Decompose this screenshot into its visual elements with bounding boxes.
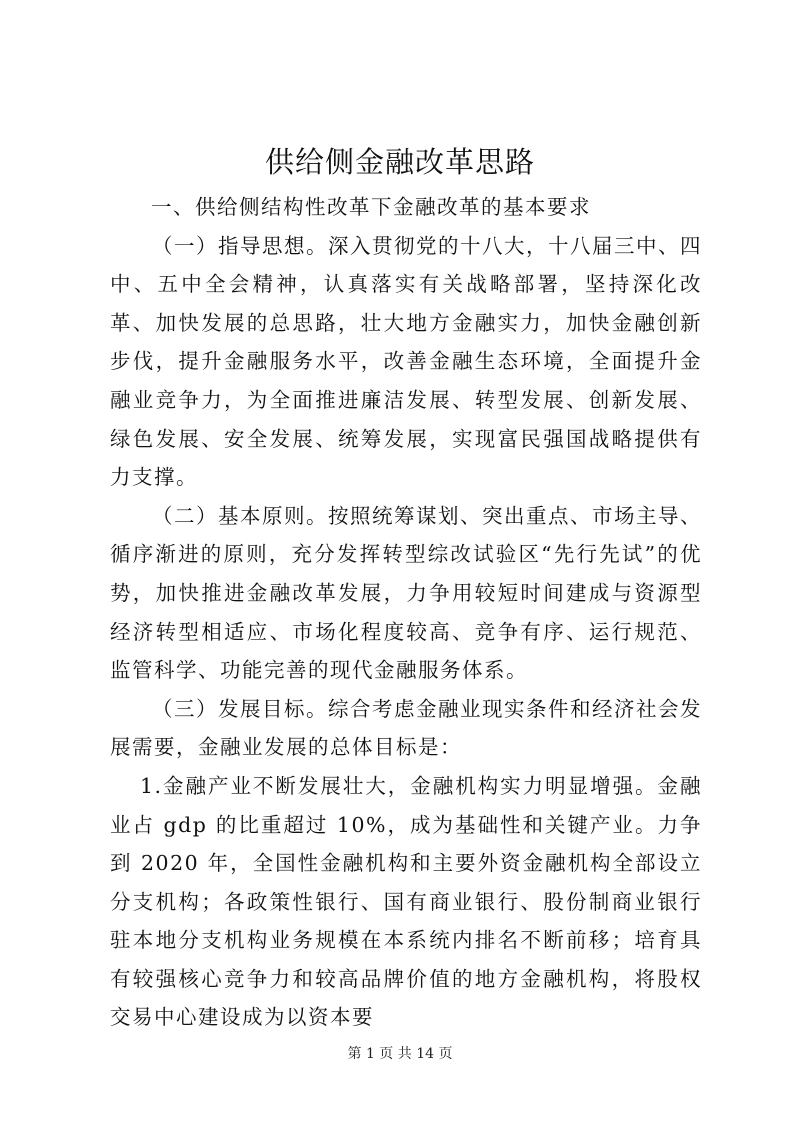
page-footer: 第 1 页 共 14 页 xyxy=(347,1046,453,1062)
paragraph-goal-1: 1.金融产业不断发展壮大，金融机构实力明显增强。金融业占 gdp 的比重超过 10%，成为基础性和关键产业。力争到 2020 年，全国性金融机构和主要外资金融机构全部设立分支机构；各政策性银行、国有商业银行、股份制商业银行驻本地分支机构业务规模在本系统内排名不断前移；培育具有较强核心竞争力和较高品牌价值的地方金融机构，将股权交易中心建设成为以资本要 xyxy=(110,773,702,1030)
paragraph-basic-principles: （二）基本原则。按照统筹谋划、突出重点、市场主导、循序渐进的原则，充分发挥转型综改试验区“先行先试”的优势，加快推进金融改革发展，力争用较短时间建成与资源型经济转型相适应、市场化程度较高、竞争有序、运行规范、监管科学、功能完善的现代金融服务体系。 xyxy=(110,503,702,683)
paragraph-development-goals: （三）发展目标。综合考虑金融业现实条件和经济社会发展需要，金融业发展的总体目标是： xyxy=(110,696,702,760)
document-body xyxy=(110,188,702,1037)
paragraph-guiding-ideology: （一）指导思想。深入贯彻党的十八大，十八届三中、四中、五中全会精神，认真落实有关战略部署，坚持深化改革、加快发展的总思路，壮大地方金融实力，加快金融创新步伐，提升金融服务水平，改善金融生态环境，全面提升金融业竞争力，为全面推进廉洁发展、转型发展、创新发展、绿色发展、安全发展、统筹发展，实现富民强国战略提供有力支撑。 xyxy=(110,233,702,490)
section-heading: 一、供给侧结构性改革下金融改革的基本要求 xyxy=(151,195,591,219)
page-title: 供给侧金融改革思路 xyxy=(264,145,535,179)
